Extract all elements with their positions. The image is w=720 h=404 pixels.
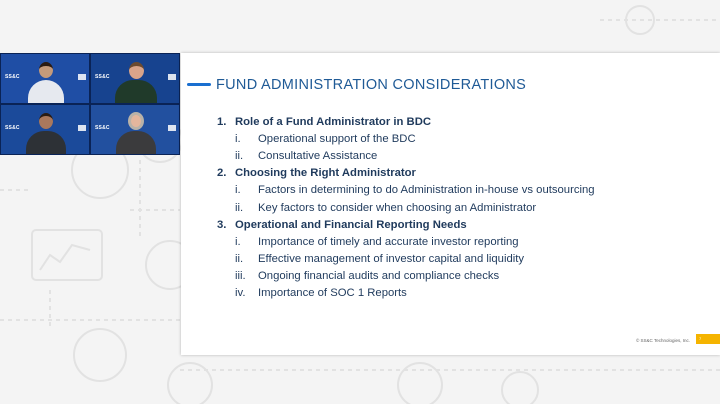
tile-brand-mark <box>168 74 176 80</box>
participant-body <box>28 80 64 104</box>
list-item <box>217 147 697 164</box>
slide-title: FUND ADMINISTRATION CONSIDERATIONS <box>216 77 527 93</box>
participant-body <box>26 131 66 155</box>
list-item <box>217 233 697 250</box>
section-title: Role of a Fund Administrator in BDC <box>235 115 432 128</box>
list-item <box>217 251 697 268</box>
list-item <box>217 182 697 199</box>
item-text: Factors in determining to do Administration in-house vs outsourcing <box>258 184 595 197</box>
item-numeral: ii. <box>235 253 244 266</box>
video-tile[interactable] <box>90 104 180 155</box>
item-numeral: i. <box>235 132 241 145</box>
tile-logo: SS&C <box>5 124 20 131</box>
tile-brand-mark <box>78 125 86 131</box>
item-numeral: iv. <box>235 287 246 300</box>
item-text: Effective management of investor capital and liquidity <box>258 253 525 266</box>
section-number: 1. <box>217 115 227 128</box>
item-numeral: ii. <box>235 149 244 162</box>
tile-logo: SS&C <box>5 73 20 80</box>
participant-body <box>116 131 156 155</box>
title-accent-bar <box>187 83 211 86</box>
bg-people-icon <box>74 329 126 381</box>
tile-logo: SS&C <box>95 124 110 131</box>
list-item <box>217 285 697 302</box>
list-item <box>217 268 697 285</box>
participant-avatar <box>39 62 53 78</box>
list-item <box>217 199 697 216</box>
video-tile[interactable] <box>90 53 180 104</box>
participant-avatar <box>39 113 53 129</box>
page-number-tab: 7 <box>696 334 720 344</box>
section-heading <box>217 165 697 182</box>
item-text: Importance of timely and accurate investor reporting <box>258 235 519 248</box>
tile-brand-mark <box>78 74 86 80</box>
section-number: 2. <box>217 167 227 180</box>
item-numeral: ii. <box>235 201 244 214</box>
section-title: Operational and Financial Reporting Needs <box>235 218 467 231</box>
video-tile[interactable] <box>0 104 90 155</box>
video-participants-grid <box>0 53 180 155</box>
presentation-slide <box>181 53 720 355</box>
bg-chart-icon <box>32 230 102 280</box>
tile-logo: SS&C <box>95 73 110 80</box>
tile-brand-mark <box>168 125 176 131</box>
item-numeral: iii. <box>235 270 246 283</box>
item-text: Key factors to consider when choosing an Administrator <box>258 201 537 214</box>
footer-copyright: © SS&C Technologies, Inc. <box>635 338 690 343</box>
item-text: Importance of SOC 1 Reports <box>258 287 407 300</box>
item-numeral: i. <box>235 184 241 197</box>
section-heading <box>217 113 697 130</box>
item-text: Consultative Assistance <box>258 149 378 162</box>
participant-body <box>115 80 157 104</box>
list-item <box>217 130 697 147</box>
participant-avatar <box>129 62 144 79</box>
section-number: 3. <box>217 218 227 231</box>
outline-list <box>217 113 697 302</box>
item-numeral: i. <box>235 235 241 248</box>
item-text: Ongoing financial audits and compliance checks <box>258 270 500 283</box>
section-title: Choosing the Right Administrator <box>235 167 416 180</box>
section-heading <box>217 216 697 233</box>
participant-avatar <box>128 112 144 130</box>
video-tile[interactable] <box>0 53 90 104</box>
item-text: Operational support of the BDC <box>258 132 416 145</box>
